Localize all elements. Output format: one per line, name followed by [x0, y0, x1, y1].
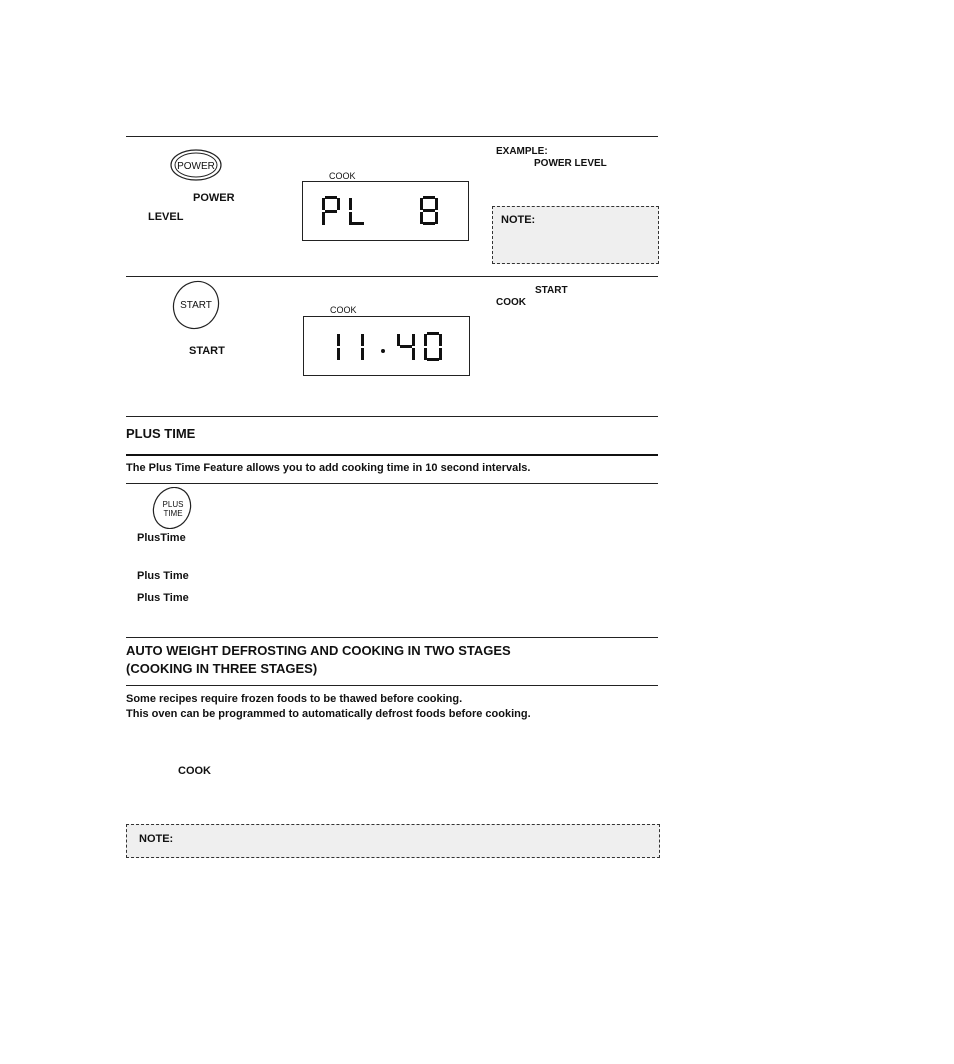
plus-time-top-divider — [126, 416, 658, 417]
plus-time-title-divider — [126, 454, 658, 456]
example-power-level: POWER LEVEL — [534, 158, 607, 169]
example-label: EXAMPLE: — [496, 146, 548, 157]
plus-time-intro: The Plus Time Feature allows you to add cooking time in 10 second intervals. — [126, 462, 531, 474]
plus-time-title: PLUS TIME — [126, 426, 196, 441]
auto-weight-title-divider — [126, 685, 658, 686]
plus-time-button-line1: PLUS — [162, 500, 184, 509]
plus-time-label-3: Plus Time — [137, 592, 189, 604]
auto-weight-intro-1: Some recipes require frozen foods to be thawed before cooking. — [126, 693, 463, 705]
start-right-text-2: COOK — [496, 297, 526, 308]
start-step-text: START — [189, 345, 225, 357]
auto-weight-intro-2: This oven can be programmed to automatically defrost foods before cooking. — [126, 708, 531, 720]
cook-indicator-start: COOK — [330, 305, 357, 315]
power-step-text-2: LEVEL — [148, 211, 184, 223]
cook-time-display — [303, 316, 470, 376]
power-level-digits — [303, 182, 468, 240]
plus-time-button-icon[interactable] — [150, 487, 194, 529]
plus-time-label-2: Plus Time — [137, 570, 189, 582]
auto-weight-note-box — [126, 824, 660, 858]
power-level-display — [302, 181, 469, 241]
start-right-text-1: START — [535, 285, 568, 296]
power-note-box — [492, 206, 659, 264]
power-step-text-1: POWER — [193, 192, 235, 204]
plus-time-intro-divider — [126, 483, 658, 484]
plus-time-label-1: PlusTime — [137, 532, 186, 544]
top-divider — [126, 136, 658, 137]
auto-weight-top-divider — [126, 637, 658, 638]
step-divider — [126, 276, 658, 277]
power-button-label: POWER — [177, 161, 215, 172]
start-button-icon[interactable] — [170, 280, 222, 330]
auto-weight-note-label: NOTE: — [139, 833, 174, 845]
start-button-label: START — [180, 300, 212, 311]
cook-time-digits — [304, 317, 469, 375]
plus-time-button-line2: TIME — [163, 509, 183, 518]
auto-weight-title-1: AUTO WEIGHT DEFROSTING AND COOKING IN TWO STAGES — [126, 643, 511, 658]
power-button-icon[interactable] — [170, 149, 222, 181]
auto-weight-title-2: (COOKING IN THREE STAGES) — [126, 661, 318, 676]
cook-indicator: COOK — [329, 171, 356, 181]
auto-weight-cook-label: COOK — [178, 765, 211, 777]
power-note-label: NOTE: — [501, 214, 536, 226]
